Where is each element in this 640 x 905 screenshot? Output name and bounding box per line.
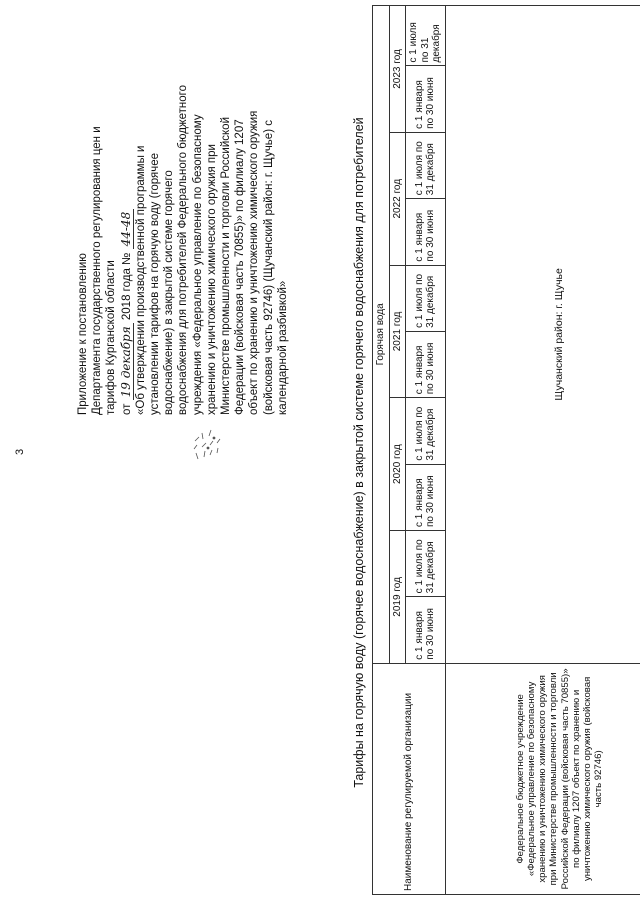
year-header: 2020 год xyxy=(389,398,406,531)
period-header: с 1 июля по 31 декабря xyxy=(406,398,446,464)
period-header: с 1 января по 30 июня xyxy=(406,597,446,663)
appendix-line-3: тарифов Курганской области xyxy=(105,260,118,415)
period-header: с 1 января по 30 июня xyxy=(406,331,446,397)
org-column-header: Наименование регулируемой организации xyxy=(373,663,446,894)
date-prefix: от xyxy=(120,403,133,415)
year-header: 2023 год xyxy=(389,6,406,133)
period-header: с 1 января по 30 июня xyxy=(406,66,446,132)
date-year: 2018 года № xyxy=(120,252,133,321)
table-row xyxy=(445,6,640,895)
area-cell: Щучанский район: г. Щучье xyxy=(445,6,640,664)
appendix-line-1: Приложение к постановлению xyxy=(77,253,89,415)
document-title: Тарифы на горячую воду (горячее водоснабжение) в закрытой системе горячего водоснабжения для потребителей xyxy=(352,117,366,788)
year-header: 2019 год xyxy=(389,531,406,664)
period-header: с 1 июля по 31 декабря xyxy=(406,6,446,66)
period-header: с 1 января по 30 июня xyxy=(406,464,446,530)
appendix-line-2: Департамента государственного регулирования цен и xyxy=(91,126,104,415)
table-header-row xyxy=(373,6,390,895)
handwritten-number: 44-48 xyxy=(119,209,134,250)
appendix-block xyxy=(76,85,290,415)
appendix-date-line xyxy=(119,85,134,415)
period-header: с 1 июля по 31 декабря xyxy=(406,132,446,198)
period-header: с 1 июля по 31 декабря xyxy=(406,265,446,331)
org-name-cell: Федеральное бюджетное учреждение «Федеральное управление по безопасному хранению и уничтожению химического оружия при Министерстве промышленности и торговли Российской Федерации (войсковая часть 70855)» по филиалу 1207 объект по хранению и уничтожению химического оружия (войсковая часть 92746) xyxy=(445,663,640,894)
handwritten-date: 19 декабря xyxy=(119,323,134,400)
appendix-subject: «Об утверждении производственной программы и установлении тарифов на горячую воду (горячее водоснабжение) в закрытой системе горячего водоснабжения для потребителей Федерального бюджетного учреждения «Федеральное управление по безопасному хранению и уничтожению химического оружия при Министерстве промышленности и торговли Российской Федерации (войсковая часть 70855)» по филиалу 1207 объект по хранению и уничтожению химического оружия (войсковая часть 92746) (Щучанский район: г. Щучье) с календарной разбивкой» xyxy=(134,85,289,415)
page-number: 3 xyxy=(14,448,26,455)
period-header: с 1 июля по 31 декабря xyxy=(406,531,446,597)
year-header: 2022 год xyxy=(389,132,406,265)
period-header: с 1 января по 30 июня xyxy=(406,199,446,265)
year-header: 2021 год xyxy=(389,265,406,398)
hot-water-group-header: Горячая вода xyxy=(373,6,390,664)
stamp-mark xyxy=(190,423,226,463)
tariff-table xyxy=(372,5,640,895)
